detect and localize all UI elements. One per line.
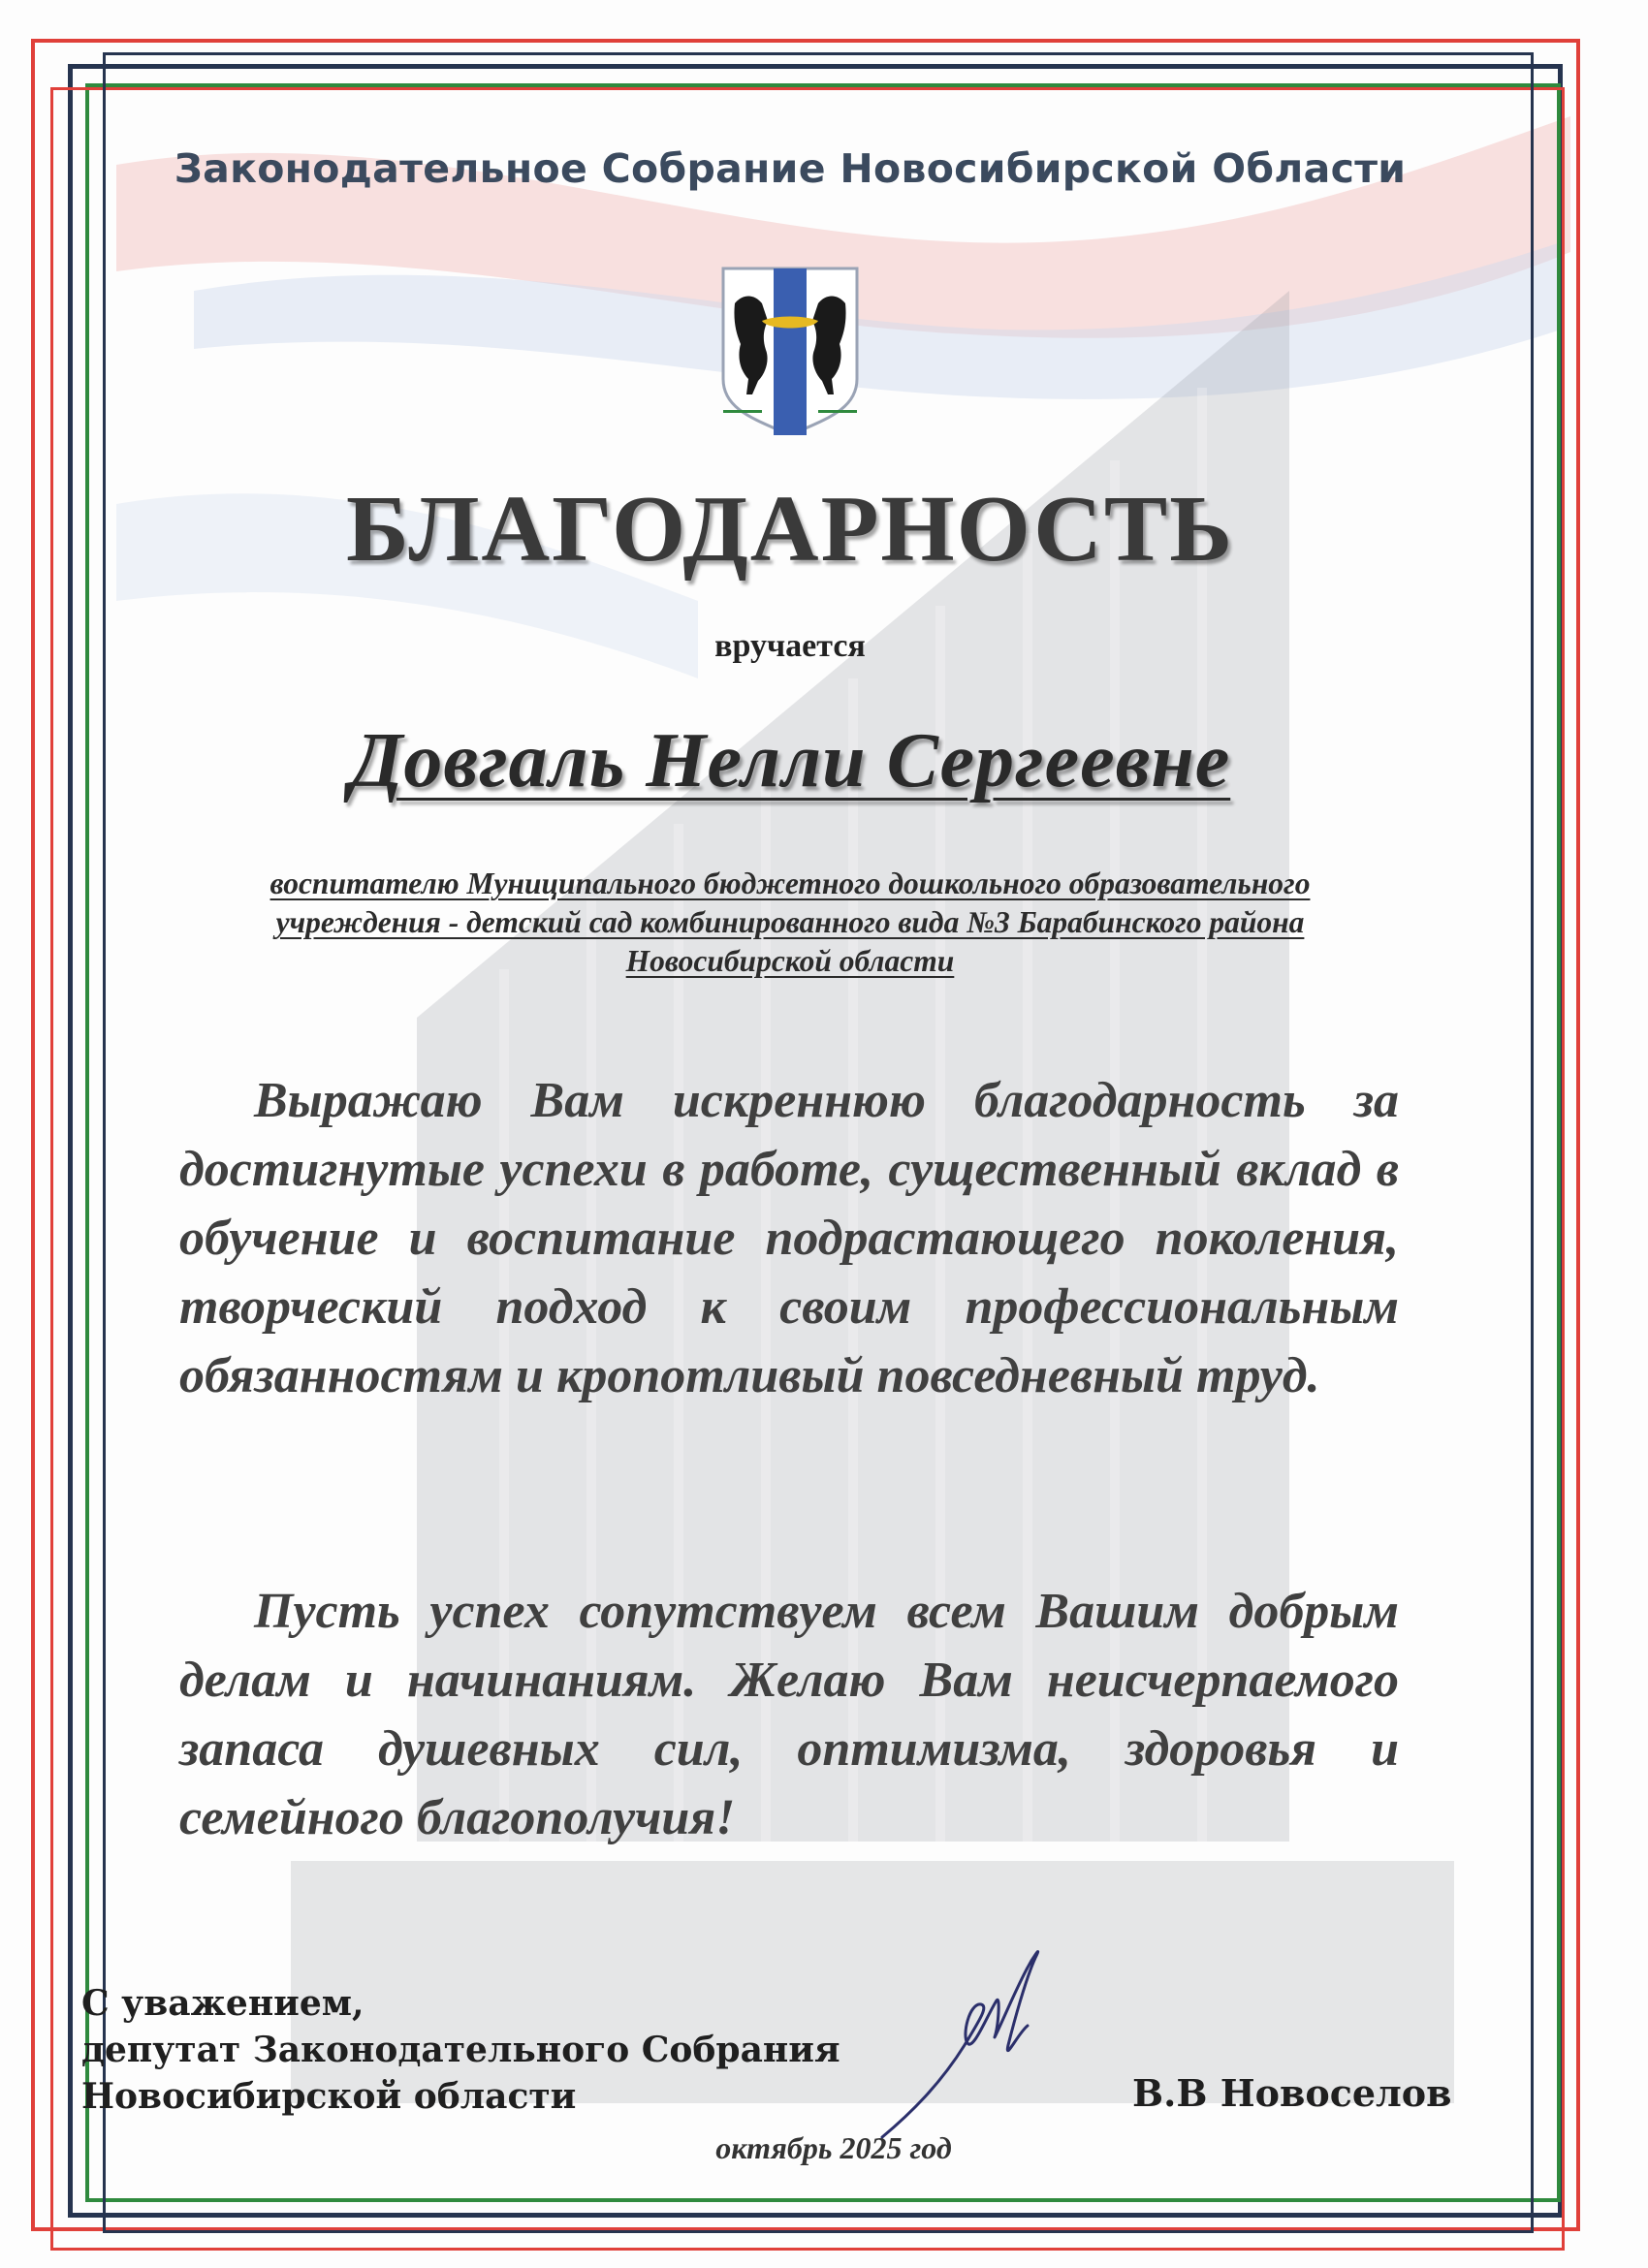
recipient-position: [174, 865, 1406, 981]
awarded-label: вручается: [714, 628, 866, 664]
organization-header: Законодательное Собрание Новосибирской Области: [174, 145, 1407, 192]
signature-image: [872, 1929, 1105, 2152]
regards-line: депутат Законодательного Собрания: [81, 2030, 840, 2070]
regards-line: Новосибирской области: [81, 2076, 577, 2117]
document-date: октябрь 2025 год: [715, 2130, 952, 2165]
signer-name: В.В Новоселов: [1132, 2071, 1452, 2115]
regards-line: С уважением,: [81, 1983, 364, 2024]
position-line: Новосибирской области: [625, 944, 955, 978]
recipient-name: Довгаль Нелли Сергеевне: [349, 718, 1231, 803]
wishes-paragraph: Пусть успех сопутствуем всем Вашим добрым делам и начинаниям. Желаю Вам неисчерпаемого запаса душевных сил, оптимизма, здоровья и семейного благополучия!: [179, 1584, 1399, 1845]
gratitude-paragraph: Выражаю Вам искреннюю благодарность за достигнутые успехи в работе, существенный вклад в обучение и воспитание подрастающего поколения, творческий подход к своим профессиональным обязанностям и кропотливый повседневный труд.: [179, 1073, 1399, 1403]
regards-block: [81, 1980, 954, 2120]
coat-of-arms-icon: [719, 265, 861, 435]
document-title: БЛАГОДАРНОСТЬ: [345, 477, 1235, 582]
position-line: воспитателю Муниципального бюджетного дошкольного образовательного: [269, 866, 1311, 900]
position-line: учреждения - детский сад комбинированного вида №3 Барабинского района: [275, 905, 1305, 939]
